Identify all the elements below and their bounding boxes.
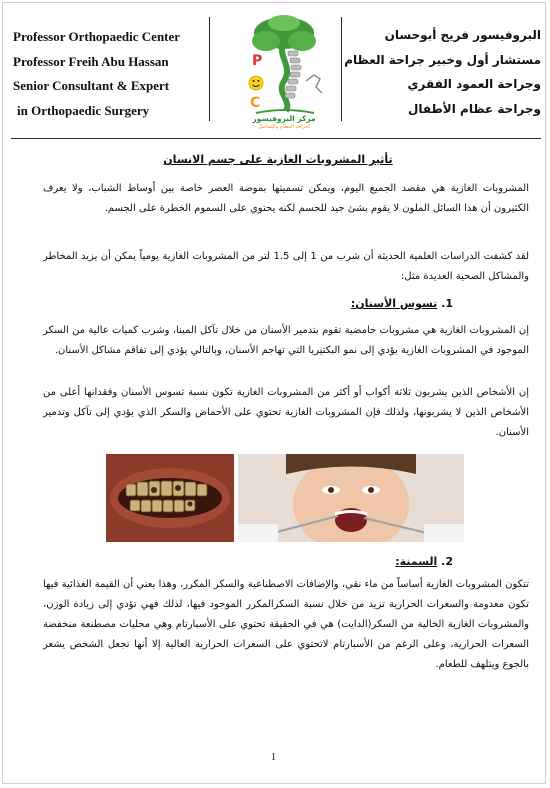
section-1-number: 1. <box>441 297 453 310</box>
header-specialty: in Orthopaedic Surgery <box>17 102 150 118</box>
svg-text:لجراحة العظام والمفاصل: لجراحة العظام والمفاصل <box>257 124 311 129</box>
header-ar-spine: وجراحة العمود الفقري <box>407 77 541 91</box>
tree-logo-icon <box>236 11 332 129</box>
section-2-title: السمنة: <box>395 555 438 568</box>
intro-paragraph-2: لقد كشفت الدراسات العلمية الحديثة أن شرب من 1 إلى 1.5 لتر من المشروبات الغازية يومياً يمكن أن يزيد المخاطر والمشاكل الصحية العديدة مثل: <box>43 251 529 282</box>
header-ar-pediatric: وجراحة عظام الأطفال <box>407 101 541 116</box>
header-doctor-name: Professor Freih Abu Hassan <box>13 53 169 69</box>
decayed-teeth-photo <box>106 454 234 542</box>
article-title: تأثير المشروبات الغازية على جسم الانسان <box>163 153 393 166</box>
header-divider-left <box>209 17 210 121</box>
svg-text:C: C <box>250 95 261 111</box>
section-1-heading <box>351 297 453 310</box>
header-ar-doctor-name: البروفيسور فريح أبوحسان <box>384 28 541 42</box>
section-2-paragraph-1: تتكون المشروبات الغازية أساساً من ماء نقي، والإضافات الاصطناعية والسكر المكرر، وهذا يعني أن القيمة الغذائية فيها تكون معدومة والسعرات الحرارية تزيد من خلال نسبة السكرالمكرر الموجود فيها، لذلك فهي تؤدي إلى زيادة الوزن، والمشروبات الغازية الخالية من السكر(الدايت) هي في الحقيقة تحتوي على الأسبارتام وهي محليات مصطنعة منخفضة السعرات الحرارية، وعلى الرغم من الأسبارتام لاتحتوي على السعرات الحرارية العالية إلا أنها تجعل الشخص يشعر بالجوع ويتلهف للطعام. <box>43 579 529 670</box>
svg-text:مركز البروفيسور: مركز البروفيسور <box>252 114 316 123</box>
intro-paragraph-1: المشروبات الغازية هي مقصد الجميع اليوم، ويمكن تسميتها بموضة العصر خاصة بين أوساط الشباب، ولا يعرف الكثيرون أن هذا السائل الملون لا يقوم بشئ جيد للجسم لكنه يحتوي على السموم الخطرة على الجسم. <box>43 183 529 214</box>
dental-photos <box>106 454 464 542</box>
section-1-paragraph-1: إن المشروبات الغازية هي مشروبات حامضية تقوم بتدمير الأسنان من خلال تآكل المينا، وشرب كميات عالية من السكر الموجود في المشروبات الغازية يؤدي إلى نمو البكتيريا التي تهاجم الأسنان، وبالتالي يؤدي إلى تفاقم مشاكل الأسنان. <box>43 325 529 356</box>
smiley-icon <box>249 76 263 90</box>
section-2-heading <box>395 555 453 568</box>
header-title: Senior Consultant & Expert <box>13 78 170 93</box>
header-ar-title: مستشار أول وخبير جراحة العظام <box>344 52 541 67</box>
header-english-block <box>13 25 213 123</box>
header-arabic-block <box>341 23 541 121</box>
page-number: 1 <box>271 752 276 763</box>
document-page <box>2 2 546 784</box>
header-rule <box>11 138 541 139</box>
svg-text:P: P <box>252 53 263 69</box>
header-center-name: Professor Orthopaedic Center <box>13 29 181 44</box>
center-logo <box>236 11 332 129</box>
child-dental-exam-photo <box>238 454 464 542</box>
section-1-title: تسوس الأسنان: <box>350 297 438 310</box>
section-1-paragraph-2: إن الأشخاص الذين يشربون ثلاثة أكواب أو أكثر من المشروبات الغازية تكون نسبة تسوس الأسنان وفقدانها أعلى من الأشخاص الذين لا يشربونها، ولذلك فإن المشروبات الغازية تحتوي على الأحماض والسكر الذي يؤدي إلى تآكل وتدمير الأسنان. <box>43 387 529 438</box>
section-2-number: 2. <box>441 555 453 568</box>
